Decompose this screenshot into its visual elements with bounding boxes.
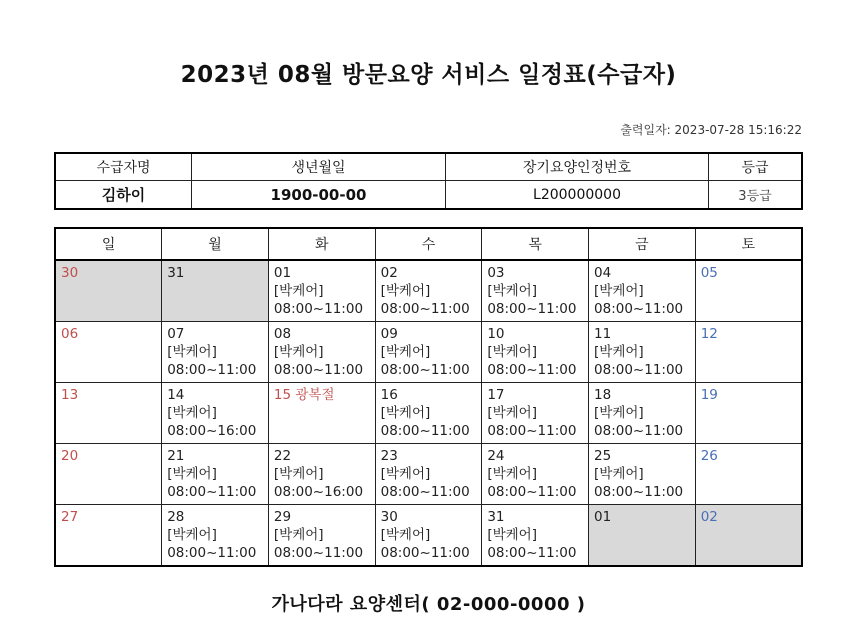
calendar-day-cell	[55, 260, 162, 322]
calendar-week-row	[55, 444, 802, 505]
header-certification-number: 장기요양인정번호	[446, 153, 709, 181]
calendar-day-cell	[55, 322, 162, 383]
info-value-row	[55, 181, 802, 210]
calendar-day-cell	[55, 383, 162, 444]
service-time: 08:00~16:00	[273, 484, 364, 500]
calendar-day-cell	[589, 505, 696, 567]
calendar-day-cell	[589, 383, 696, 444]
calendar-day-cell	[55, 505, 162, 567]
calendar-day-cell	[375, 505, 482, 567]
calendar-day-cell	[162, 322, 269, 383]
calendar-day-cell	[375, 322, 482, 383]
caregiver-name: [박케어]	[167, 405, 217, 421]
calendar-day-cell	[482, 322, 589, 383]
day-number: 08	[273, 326, 292, 342]
weekday-header: 토	[695, 228, 802, 260]
caregiver-name: [박케어]	[380, 527, 431, 543]
day-number: 01	[273, 265, 292, 281]
calendar-day-cell	[482, 444, 589, 505]
day-number: 04	[594, 265, 612, 281]
day-number: 14	[167, 387, 185, 403]
calendar-body	[55, 260, 802, 566]
service-time: 08:00~11:00	[487, 484, 577, 500]
calendar-day-cell	[375, 383, 482, 444]
day-number: 28	[167, 509, 185, 525]
day-number: 26	[700, 448, 718, 464]
service-time: 08:00~11:00	[594, 423, 684, 439]
calendar-day-cell	[695, 322, 802, 383]
caregiver-name: [박케어]	[594, 466, 644, 482]
holiday-label: 15 광복절	[273, 387, 335, 403]
weekday-header: 목	[482, 228, 589, 260]
calendar-day-cell	[268, 444, 375, 505]
service-time: 08:00~11:00	[487, 362, 577, 378]
service-time: 08:00~11:00	[594, 301, 684, 317]
day-number: 24	[487, 448, 505, 464]
calendar-day-cell	[482, 505, 589, 567]
header-recipient-name: 수급자명	[55, 153, 192, 181]
service-time: 08:00~11:00	[380, 545, 470, 561]
caregiver-name: [박케어]	[380, 405, 431, 421]
caregiver-name: [박케어]	[167, 344, 217, 360]
caregiver-name: [박케어]	[167, 466, 217, 482]
day-number: 23	[380, 448, 398, 464]
day-number: 05	[700, 265, 718, 281]
service-time: 08:00~11:00	[487, 545, 577, 561]
calendar-day-cell	[55, 444, 162, 505]
service-time: 08:00~11:00	[273, 362, 364, 378]
calendar-day-cell	[162, 444, 269, 505]
weekday-header: 수	[375, 228, 482, 260]
service-time: 08:00~11:00	[594, 484, 684, 500]
calendar-day-cell	[162, 505, 269, 567]
calendar-week-row	[55, 322, 802, 383]
calendar-week-row	[55, 383, 802, 444]
calendar-day-cell	[695, 383, 802, 444]
caregiver-name: [박케어]	[487, 466, 537, 482]
caregiver-name: [박케어]	[273, 344, 324, 360]
service-time: 08:00~11:00	[273, 545, 364, 561]
recipient-info-table	[54, 152, 803, 210]
certification-number: L200000000	[446, 181, 709, 210]
weekday-header: 일	[55, 228, 162, 260]
header-grade: 등급	[709, 153, 803, 181]
day-number: 27	[61, 509, 79, 525]
weekday-header: 월	[162, 228, 269, 260]
caregiver-name: [박케어]	[167, 527, 217, 543]
caregiver-name: [박케어]	[273, 527, 324, 543]
day-number: 17	[487, 387, 505, 403]
service-time: 08:00~11:00	[167, 484, 257, 500]
day-number: 01	[594, 509, 612, 525]
schedule-calendar	[54, 227, 803, 567]
birthdate: 1900-00-00	[192, 181, 446, 210]
service-time: 08:00~11:00	[380, 301, 470, 317]
grade: 3등급	[709, 181, 803, 210]
calendar-day-cell	[268, 383, 375, 444]
day-number: 30	[61, 265, 79, 281]
weekday-header: 화	[268, 228, 375, 260]
service-time: 08:00~11:00	[487, 423, 577, 439]
day-number: 03	[487, 265, 505, 281]
caregiver-name: [박케어]	[487, 283, 537, 299]
day-number: 29	[273, 509, 292, 525]
calendar-day-cell	[268, 322, 375, 383]
print-date: 출력일자: 2023-07-28 15:16:22	[620, 123, 802, 137]
page-title: 2023년 08월 방문요양 서비스 일정표(수급자)	[180, 62, 677, 88]
calendar-day-cell	[375, 260, 482, 322]
day-number: 13	[61, 387, 79, 403]
caregiver-name: [박케어]	[487, 344, 537, 360]
calendar-day-cell	[268, 505, 375, 567]
caregiver-name: [박케어]	[273, 283, 324, 299]
caregiver-name: [박케어]	[380, 344, 431, 360]
day-number: 11	[594, 326, 612, 342]
day-number: 21	[167, 448, 185, 464]
weekday-header: 금	[589, 228, 696, 260]
day-number: 06	[61, 326, 79, 342]
calendar-day-cell	[162, 383, 269, 444]
caregiver-name: [박케어]	[487, 405, 537, 421]
day-number: 22	[273, 448, 292, 464]
service-time: 08:00~16:00	[167, 423, 257, 439]
calendar-day-cell	[268, 260, 375, 322]
day-number: 19	[700, 387, 718, 403]
service-time: 08:00~11:00	[380, 362, 470, 378]
calendar-day-cell	[482, 383, 589, 444]
info-header-row	[55, 153, 802, 181]
caregiver-name: [박케어]	[273, 466, 324, 482]
calendar-week-row	[55, 505, 802, 567]
day-number: 10	[487, 326, 505, 342]
calendar-day-cell	[695, 505, 802, 567]
calendar-day-cell	[695, 260, 802, 322]
weekday-header-row	[55, 228, 802, 260]
day-number: 18	[594, 387, 612, 403]
service-time: 08:00~11:00	[487, 301, 577, 317]
recipient-name: 김하이	[55, 181, 192, 210]
calendar-week-row	[55, 260, 802, 322]
service-time: 08:00~11:00	[167, 362, 257, 378]
day-number: 02	[380, 265, 398, 281]
day-number: 16	[380, 387, 398, 403]
day-number: 25	[594, 448, 612, 464]
header-birthdate: 생년월일	[192, 153, 446, 181]
center-contact: 가나다라 요양센터( 02-000-0000 )	[271, 594, 586, 615]
day-number: 31	[487, 509, 505, 525]
calendar-day-cell	[695, 444, 802, 505]
caregiver-name: [박케어]	[594, 344, 644, 360]
service-time: 08:00~11:00	[594, 362, 684, 378]
calendar-day-cell	[589, 260, 696, 322]
caregiver-name: [박케어]	[380, 466, 431, 482]
day-number: 02	[700, 509, 718, 525]
day-number: 30	[380, 509, 398, 525]
service-time: 08:00~11:00	[380, 484, 470, 500]
service-time: 08:00~11:00	[167, 545, 257, 561]
calendar-day-cell	[589, 444, 696, 505]
calendar-day-cell	[375, 444, 482, 505]
calendar-day-cell	[162, 260, 269, 322]
calendar-day-cell	[589, 322, 696, 383]
service-time: 08:00~11:00	[273, 301, 364, 317]
day-number: 09	[380, 326, 398, 342]
caregiver-name: [박케어]	[594, 283, 644, 299]
day-number: 12	[700, 326, 718, 342]
caregiver-name: [박케어]	[487, 527, 537, 543]
calendar-day-cell	[482, 260, 589, 322]
caregiver-name: [박케어]	[380, 283, 431, 299]
day-number: 31	[167, 265, 185, 281]
service-time: 08:00~11:00	[380, 423, 470, 439]
day-number: 07	[167, 326, 185, 342]
day-number: 20	[61, 448, 79, 464]
caregiver-name: [박케어]	[594, 405, 644, 421]
